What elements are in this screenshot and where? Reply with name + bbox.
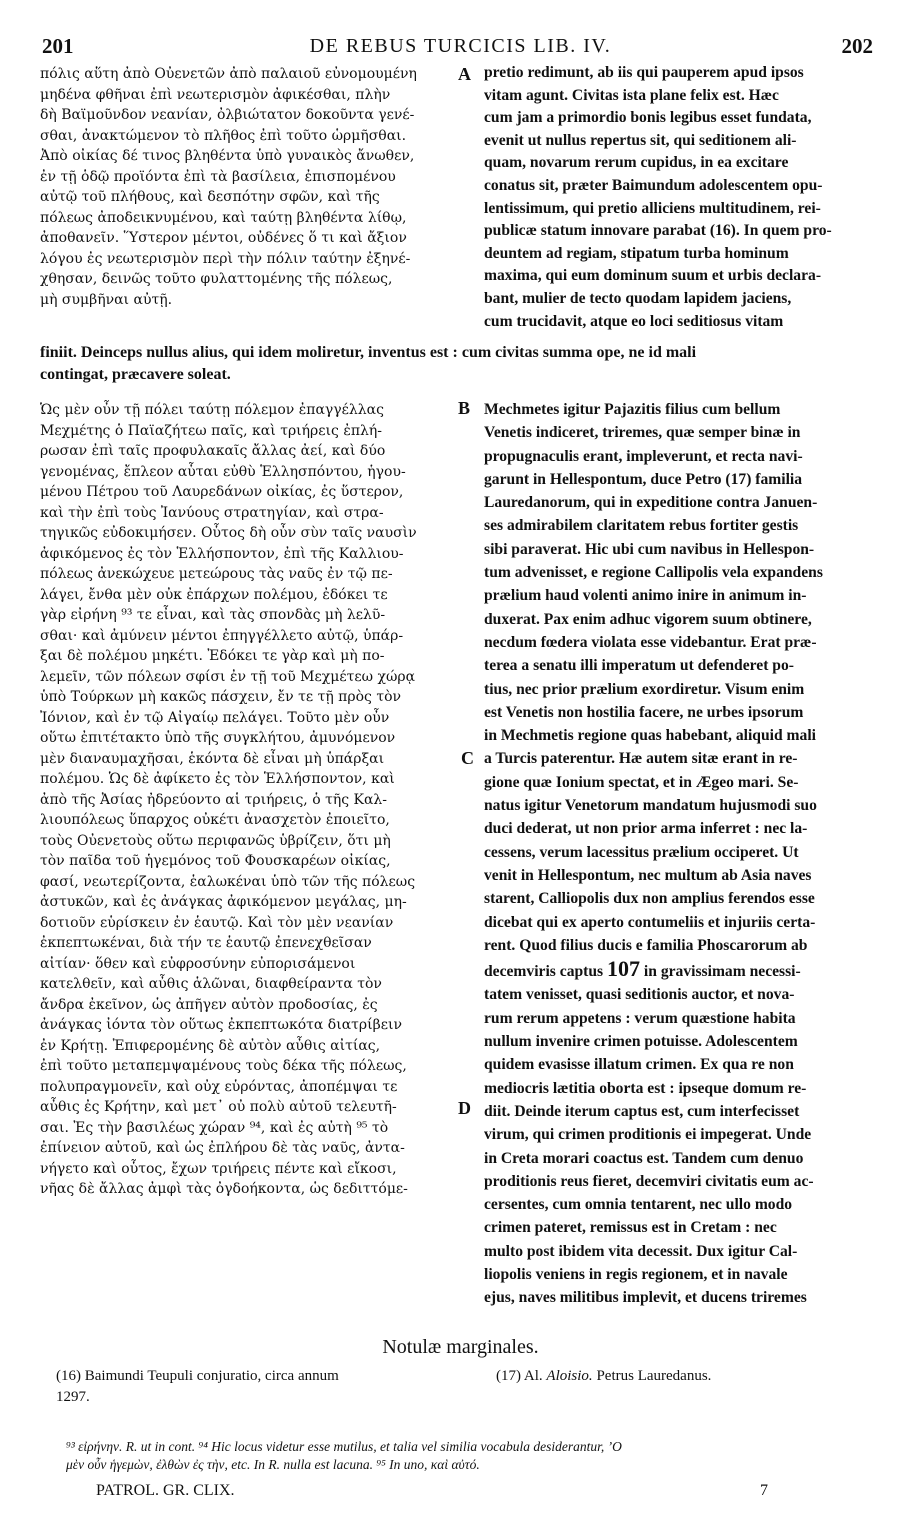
greek-text-line: πόλεως ἀνεκώχευε μετεώρους τὰς ναῦς ἐν τῷ πε- (40, 566, 393, 582)
greek-text-line: λόγου ἐς νεωτερισμὸν περὶ τὴν πόλιν ταύτην ἐξηνέ- (40, 250, 411, 267)
greek-text-line: κατελθεῖν, καὶ αὖθις ἁλῶναι, διαφθείραντα τὸν (40, 976, 382, 992)
latin-text-line: nullum invenire crimen potuisse. Adolescentem (484, 1033, 798, 1051)
volume-signature: PATROL. GR. CLIX. (96, 1482, 235, 1499)
greek-text-line: μένου Πέτρου τοῦ Λαυρεδάνων οἰκίας, ἐς ὕστερον, (40, 484, 404, 500)
margin-letter-a: A (458, 64, 471, 84)
greek-text-line: ἀνάγκας ἰόντα τὸν οὕτως ἐκπεπτωκότα διατρίβειν (40, 1017, 402, 1033)
note-17-name: Petrus Lauredanus. (596, 1368, 712, 1384)
column-number: 107 (607, 957, 641, 982)
greek-text-line: Ἀπὸ οἰκίας δέ τινος βληθέντα ὑπὸ γυναικὸς ἄνωθεν, (40, 148, 415, 164)
greek-text-line: νῆας δὲ ἄλλας ἀμφὶ τὰς ὀγδοήκοντα, ὡς δεδιττόμε- (40, 1181, 408, 1197)
greek-text-line: Ἰόνιον, καὶ ἐν τῷ Αἰγαίῳ πελάγει. Τοῦτο μὲν οὖν (40, 709, 390, 726)
note-16-line-2: 1297. (56, 1389, 90, 1405)
greek-text-line: τοὺς Οὐενετοὺς οὕτω περιφανῶς ὑβρίζειν, ὅτι μὴ (40, 832, 391, 849)
page-number-left: 201 (42, 34, 74, 58)
greek-text-line: μηδένα φθῆναι ἐπὶ νεωτερισμὸν ἀφικέσθαι, πλὴν (40, 86, 391, 103)
greek-text-line: λάγει, ἔνθα μὲν οὐκ ἐπάρχων πολέμου, ἐδόκει τε (40, 586, 388, 603)
greek-text-line: σαι. Ἐς τὴν βασιλέως χώραν ⁹⁴, καὶ ἐς αὐτὴ ⁹⁵ τὸ (40, 1119, 389, 1136)
latin-text-line: a Turcis paterentur. Hæ autem sitæ erant in re- (484, 750, 798, 768)
latin-text-line: tius, nec prior prælium exordiretur. Visum enim (484, 680, 805, 698)
running-header (40, 34, 881, 62)
latin-text-line: mediocris lætitia oborta est : ipseque domum re- (484, 1079, 807, 1097)
latin-text-line: prælium haud volenti animo inire in animum in- (484, 587, 807, 605)
latin-text-line: diit. Deinde iterum captus est, cum interfecisset (484, 1102, 800, 1120)
latin-text-line: quidem evasisse illatum crimen. Ex qua re non (484, 1056, 794, 1074)
footnote-line-1: ⁹³ εἰρήνην. R. ut in cont. ⁹⁴ Hic locus videtur esse mutilus, et talia vel similia vocabula desiderantur, ʼΟ (66, 1439, 622, 1454)
greek-text-line: ἄνδρα ἐκεῖνον, ὡς ἀπῆγεν αὐτὸν προδοσίας, ἐς (40, 996, 378, 1013)
footnotes (66, 1438, 886, 1474)
latin-text-line: maxima, qui eum dominum suum et urbis declara- (484, 267, 822, 285)
latin-text-line: lentissimum, qui pretio alliciens multitudinem, rei- (484, 199, 821, 217)
full-width-text (40, 342, 885, 386)
latin-text-line: proditionis reus fieret, decemviri civitatis eum ac- (484, 1172, 814, 1190)
greek-text-line: χθησαν, δεινῶς τοῦτο φυλαττομένης τῆς πόλεως, (40, 271, 393, 287)
greek-text-line: λεμεῖν, τῶν πόλεων σφίσι ἐν τῇ τοῦ Μεχμέτεω χώρᾳ (40, 668, 416, 685)
notes-title: Notulæ marginales. (382, 1336, 539, 1358)
latin-text-line: terea a senatu illi imperatum ut defenderet po- (484, 657, 794, 675)
greek-column-top (40, 64, 455, 310)
greek-text-line: νήγετο καὶ οὗτος, ἔχων τριήρεις πέντε καὶ εἴκοσι, (40, 1160, 397, 1177)
margin-letter-c: C (461, 748, 474, 768)
note-16 (56, 1366, 476, 1408)
latin-text-line: est Venetis non hostilia facere, ne urbes ipsorum (484, 703, 804, 721)
latin-text-line: Mechmetes igitur Pajazitis filius cum bellum (484, 401, 781, 418)
latin-text-line: rum rerum appetens : verum quæstione habita (484, 1009, 796, 1027)
greek-text-line: σθαι· καὶ ἀμύνειν μέντοι ἐπηγγέλλετο αὐτῷ, ὑπάρ- (40, 627, 404, 644)
latin-text-line: in Creta morari coactus est. Tandem cum denuo (484, 1149, 804, 1167)
latin-text-line: propugnaculis erant, impleverunt, et recta navi- (484, 447, 803, 465)
greek-text-line: φασί, νεωτερίζοντα, ἑαλωκέναι ὑπὸ τῶν τῆς πόλεως (40, 873, 416, 890)
latin-text-line: pretio redimunt, ab iis qui pauperem apud ipsos (484, 64, 804, 81)
latin-column-top (484, 62, 884, 333)
note-17-prefix: (17) Al. (496, 1368, 543, 1384)
greek-text-line: μὴ συμβῆναι αὐτῇ. (40, 291, 173, 308)
latin-text-line: quam, novarum rerum cupidus, in ea excitare (484, 154, 789, 172)
greek-text-line: τὸν παῖδα τοῦ ἡγεμόνος τοῦ Φουσκαρέων οἰκίας, (40, 853, 391, 869)
latin-text-line: natus igitur Venetorum mandatum hujusmodi suo (484, 797, 817, 815)
latin-text-line: multo post ibidem vita decessit. Dux igitur Cal- (484, 1242, 798, 1260)
latin-text-line: liopolis veniens in regis regionem, et in navale (484, 1265, 788, 1283)
latin-text-fragment: decemviris captus (484, 963, 604, 981)
greek-text-line: ἀπὸ τῆς Ἀσίας ἠδρεύοντο αἱ τριήρεις, ὁ τῆς Καλ- (40, 791, 388, 808)
latin-text-line: conatus sit, præter Baimundum adolescentem opu- (484, 176, 823, 194)
greek-text-line: αὐτῷ τοῦ πλήθους, καὶ δεσπότην σφῶν, καὶ τῆς (40, 189, 380, 205)
greek-text-line: πόλις αὕτη ἀπὸ Οὐενετῶν ἀπὸ παλαιοῦ εὐνομουμένη (40, 66, 417, 82)
greek-text-line: δοτιοῦν εὑρίσκειν ἐν ἑαυτῷ. Καὶ τὸν μὲν νεανίαν (40, 914, 394, 931)
greek-text-line: αἰτίαν· ὅθεν καὶ εὐφροσύνην εὐπορισάμενοι (40, 955, 356, 972)
greek-text-line: καὶ τὴν ἐπὶ τοὺς Ἰανύους στρατηγίαν, καὶ στρα- (40, 504, 384, 521)
greek-text-line: δὴ Βαϊμοῦνδον νεανίαν, ὀλβιώτατον δοκοῦντα γενέ- (40, 107, 415, 123)
latin-text-line: sibi paraverat. Hic ubi cum navibus in Hellespon- (484, 540, 815, 558)
latin-text-line: crimen pateret, remissus est in Cretam : nec (484, 1219, 777, 1237)
latin-text-line: evenit ut nullus repertus sit, qui seditionem ali- (484, 131, 797, 149)
latin-text-line: duci dederat, ut non prior arma inferret : nec la- (484, 820, 808, 838)
greek-text-line: πόλεως ἀποδεικνυμένου, καὶ ταύτῃ βληθέντα λίθῳ, (40, 209, 407, 226)
greek-text-line: Ὡς μὲν οὖν τῇ πόλει ταύτῃ πόλεμον ἐπαγγέλλας (40, 402, 384, 418)
margin-letter-b: B (458, 398, 471, 418)
greek-text-line: ἐπὶ τοῦτο μεταπεμψαμένους τοὺς δέκα τῆς πόλεως, (40, 1058, 407, 1074)
latin-text-line: duxerat. Pax enim adhuc vigorem suum obtinere, (484, 610, 812, 628)
greek-text-line: λιουπόλεως ὕπαρχος οὐκέτι ἀνασχετὸν ἐποιεῖτο, (40, 812, 390, 828)
greek-text-line: οὕτω ἐπιτέτακτο ὑπὸ τῆς συγκλήτου, ἀμυνόμενον (40, 730, 396, 746)
latin-column-main (484, 398, 884, 1310)
latin-text-line: rent. Quod filius ducis e familia Phoscarorum ab (484, 936, 808, 954)
greek-column-main (40, 400, 455, 1200)
latin-text-line: cum jam a primordio bonis legibus esset fundata, (484, 109, 812, 127)
page-number-right: 202 (841, 34, 873, 58)
latin-text-line: publicæ statum innovare parabat (16). In quem pro- (484, 222, 832, 240)
full-line-1: finiit. Deinceps nullus alius, qui idem moliretur, inventus est : cum civitas summa ope, ne id mali (40, 344, 697, 361)
note-17 (496, 1366, 886, 1387)
greek-text-line: Μεχμέτης ὁ Παϊαζήτεω παῖς, καὶ τριήρεις ἐπλή- (40, 422, 383, 439)
greek-text-line: ἐν τῇ ὁδῷ προϊόντα ἐπὶ τὰ βασίλεια, ἐπισπομένου (40, 168, 396, 185)
greek-text-line: σθαι, ἀνακτώμενον τὸ πλῆθος ἐπὶ τοῦτο ὡρμῆσθαι. (40, 127, 407, 144)
latin-text-line (484, 957, 884, 983)
latin-text-line: bant, mulier de tecto quodam lapidem jaciens, (484, 289, 792, 307)
latin-text-line: tum advenisset, e regione Callipolis vela expandens (484, 564, 823, 582)
latin-text-line: cessens, verum lacessitus prælium occiperet. Ut (484, 843, 799, 861)
greek-text-line: ὑπὸ Τούρκων μὴ κακῶς πάσχειν, ἔν τε τῇ πρὸς τὸν (40, 689, 402, 705)
latin-text-line: ejus, naves militibus implevit, et ducens triremes (484, 1289, 807, 1307)
greek-text-line: ἐν Κρήτῃ. Ἐπιφερομένης δὲ αὐτὸν αὖθις αἰτίας, (40, 1037, 381, 1054)
latin-text-line: cum trucidavit, atque eo loci seditiosus vitam (484, 312, 784, 330)
latin-text-line: necdum fœdera violata esse videbantur. Erat præ- (484, 633, 817, 651)
greek-text-line: ἀφικόμενος ἐς τὸν Ἑλλήσποντον, ἐπὶ τῆς Καλλιου- (40, 545, 404, 562)
latin-text-line: Lauredanorum, qui in expeditione contra Januen- (484, 494, 818, 512)
latin-text-line: ses admirabilem claritatem rebus fortiter gestis (484, 517, 799, 535)
latin-text-line: dicebat qui ex aperto contumeliis et injuriis certa- (484, 913, 816, 931)
full-line-2: contingat, præcavere soleat. (40, 366, 231, 383)
latin-text-line: starent, Calliopolis dux non amplius ferendos esse (484, 890, 815, 908)
sheet-signature: 7 (760, 1482, 768, 1499)
latin-text-line: garunt in Hellespontum, duce Petro (17) familia (484, 470, 803, 488)
greek-text-line: ξαι δὲ πολέμου μηκέτι. Ἐδόκει τε γὰρ καὶ μὴ πο- (40, 648, 385, 664)
greek-text-line: γενομένας, ἔπλεον αὗται εὐθὺ Ἑλλησπόντου, ἡγου- (40, 463, 406, 480)
greek-text-line: πολέμου. Ὡς δὲ ἀφίκετο ἐς τὸν Ἑλλήσποντον, καὶ (40, 771, 395, 787)
latin-text-line: Venetis indiceret, triremes, quæ semper binæ in (484, 424, 801, 442)
latin-text-line: deuntem ad regiam, stipatum turba hominum (484, 244, 789, 262)
latin-text-line: in Mechmetis regione quas habebant, aliquid mali (484, 727, 816, 745)
note-16-line-1: (16) Baimundi Teupuli conjuratio, circa annum (56, 1368, 339, 1384)
greek-text-line: πολυπραγμονεῖν, καὶ οὐχ εὑρόντας, ἀποπέμψαι τε (40, 1078, 398, 1095)
latin-text-line: vitam agunt. Civitas ista plane felix est. Hæc (484, 86, 779, 104)
latin-text-line: gione quæ Ionium spectat, et in Ægeo mari. Se- (484, 773, 799, 791)
greek-text-line: ρωσαν ἐπὶ ταῖς προφυλακαῖς ἄλλας ἀεί, καὶ δύο (40, 443, 386, 459)
footnote-line-2: μὲν οὖν ἡγεμὼν, ἐλθὼν ἐς τὴν, etc. In R. nulla est lacuna. ⁹⁵ In uno, καὶ αὐτό. (66, 1457, 480, 1472)
greek-text-line: γὰρ εἰρήνη ⁹³ τε εἶναι, καὶ τὰς σπονδὰς μὴ λελῦ- (40, 607, 386, 623)
latin-text-line: tatem venisset, quasi seditionis auctor, et nova- (484, 986, 795, 1004)
greek-text-line: μὲν διαναυμαχῆσαι, ἑκόντα δὲ εἶναι μὴ ὑπάρξαι (40, 750, 385, 767)
greek-text-line: ἐκπεπτωκέναι, διὰ τήν τε ἑαυτῷ ἐπενεχθεῖσαν (40, 935, 372, 951)
latin-text-line: venit in Hellespontum, nec multum ab Asia naves (484, 866, 812, 884)
margin-letter-d: D (458, 1098, 471, 1118)
running-title: DE REBUS TURCICIS LIB. IV. (309, 35, 612, 57)
latin-text-line: cersentes, cum omnia tentarent, nec ullo modo (484, 1196, 793, 1214)
greek-text-line: ἐπίνειον αὐτοῦ, καὶ ὡς ἐπλήρου δὲ τὰς ναῦς, ἀντα- (40, 1140, 405, 1156)
greek-text-line: ἀποθανεῖν. Ὕστερον μέντοι, οὐδένες ὅ τι καὶ ἄξιον (40, 230, 407, 246)
latin-text-fragment: in gravissimam necessi- (643, 963, 801, 981)
latin-text-line: virum, qui crimen proditionis ei impegerat. Unde (484, 1126, 812, 1144)
greek-text-line: ἀστυκῶν, καὶ ἐς ἀνάγκας ἀφικόμενον μεγάλας, μη- (40, 894, 407, 910)
greek-text-line: τηγικῶς εὐδοκιμήσεν. Οὗτος δὴ οὖν σὺν ταῖς ναυσὶν (40, 525, 417, 541)
note-17-variant: Aloisio. (546, 1368, 593, 1384)
greek-text-line: αὖθις ἐς Κρήτην, καὶ μετ᾽ οὐ πολὺ αὐτοῦ τελευτῆ- (40, 1099, 397, 1115)
